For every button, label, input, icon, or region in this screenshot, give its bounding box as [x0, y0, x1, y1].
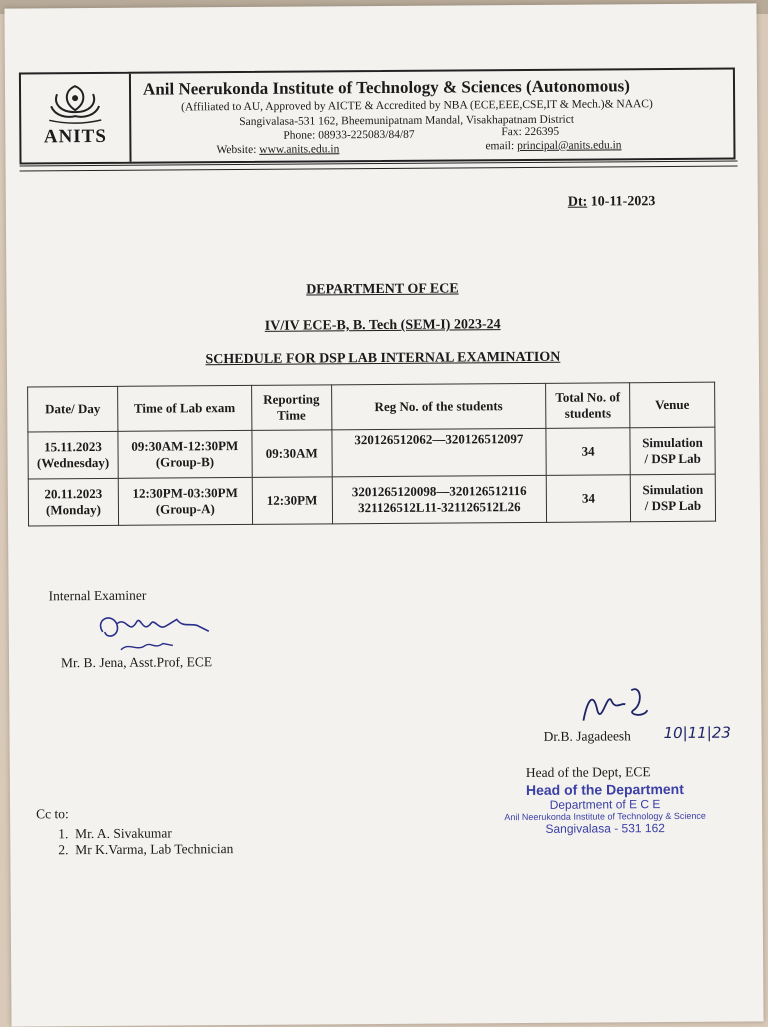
hod-handwritten-date: 10|11|23: [663, 723, 731, 743]
cell-date: 20.11.2023 (Monday): [28, 478, 118, 526]
table-row: [28, 474, 715, 526]
schedule-table: [27, 382, 716, 527]
header-date-day: Date/ Day: [28, 386, 118, 432]
fax: Fax: 226395: [501, 125, 560, 139]
cc-label: Cc to:: [36, 806, 69, 822]
hod-name: Dr.B. Jagadeesh: [543, 728, 631, 744]
cell-venue: Simulation / DSP Lab: [630, 427, 715, 475]
website-link[interactable]: www.anits.edu.in: [259, 143, 340, 156]
cell-time: 12:30PM-03:30PM (Group-A): [118, 477, 252, 525]
header-reg-no: Reg No. of the students: [331, 383, 546, 429]
internal-examiner-label: Internal Examiner: [48, 587, 147, 604]
cc-list: [58, 825, 233, 858]
cc-item: 1. Mr. A. Sivakumar: [58, 825, 172, 842]
email: email: principal@anits.edu.in: [485, 139, 622, 153]
header-total-students: Total No. of students: [546, 383, 630, 429]
department-stamp: Head of the Department Department of E C E Anil Neerukonda Institute of Technology & Science Sangivalasa - 531 162: [504, 780, 706, 836]
lotus-logo-icon: [45, 80, 105, 126]
internal-examiner-name: Mr. B. Jena, Asst.Prof, ECE: [60, 654, 213, 671]
phone: Phone: 08933-225083/84/87: [283, 128, 415, 142]
header-venue: Venue: [630, 382, 715, 428]
cc-item: 2. Mr K.Varma, Lab Technician: [58, 841, 234, 858]
cell-reporting: 12:30PM: [252, 477, 332, 525]
letterhead: [19, 68, 736, 165]
examiner-signature: [93, 605, 223, 658]
table-header-row: [28, 382, 715, 432]
address: Sangivalasa-531 162, Bheemunipatnam Mandal, Visakhapatnam District: [239, 113, 575, 129]
cell-venue: Simulation / DSP Lab: [630, 474, 715, 522]
table-row: [28, 427, 715, 479]
logo: [21, 74, 132, 163]
schedule-title: SCHEDULE FOR DSP LAB INTERNAL EXAMINATION: [205, 349, 561, 368]
department-title: DEPARTMENT OF ECE: [306, 281, 459, 298]
hod-signature: [577, 680, 677, 731]
cell-reg-no: 3201265120098—320126512116 321126512L11-321126512L26: [332, 475, 547, 523]
email-link[interactable]: principal@anits.edu.in: [517, 139, 622, 153]
header-time: Time of Lab exam: [118, 385, 252, 431]
document-date: Dt: 10-11-2023: [567, 194, 656, 210]
cell-time: 09:30AM-12:30PM (Group-B): [118, 430, 252, 478]
logo-text: ANITS: [43, 125, 107, 148]
document-page: [4, 3, 763, 1026]
cell-total: 34: [546, 428, 630, 476]
cell-date: 15.11.2023 (Wednesday): [28, 431, 118, 479]
cell-total: 34: [546, 475, 630, 523]
class-title: IV/IV ECE-B, B. Tech (SEM-I) 2023-24: [264, 317, 501, 334]
hod-designation: Head of the Dept, ECE: [525, 764, 651, 781]
institute-name: Anil Neerukonda Institute of Technology & Sciences (Autonomous): [142, 76, 630, 99]
cell-reg-no: 320126512062—320126512097: [332, 428, 547, 476]
website: Website: www.anits.edu.in: [216, 143, 340, 157]
header-reporting-time: Reporting Time: [251, 385, 331, 431]
affiliation: (Affiliated to AU, Approved by AICTE & Accredited by NBA (ECE,EEE,CSE,IT & Mech.)& NAAC): [181, 98, 653, 114]
cell-reporting: 09:30AM: [252, 430, 332, 478]
